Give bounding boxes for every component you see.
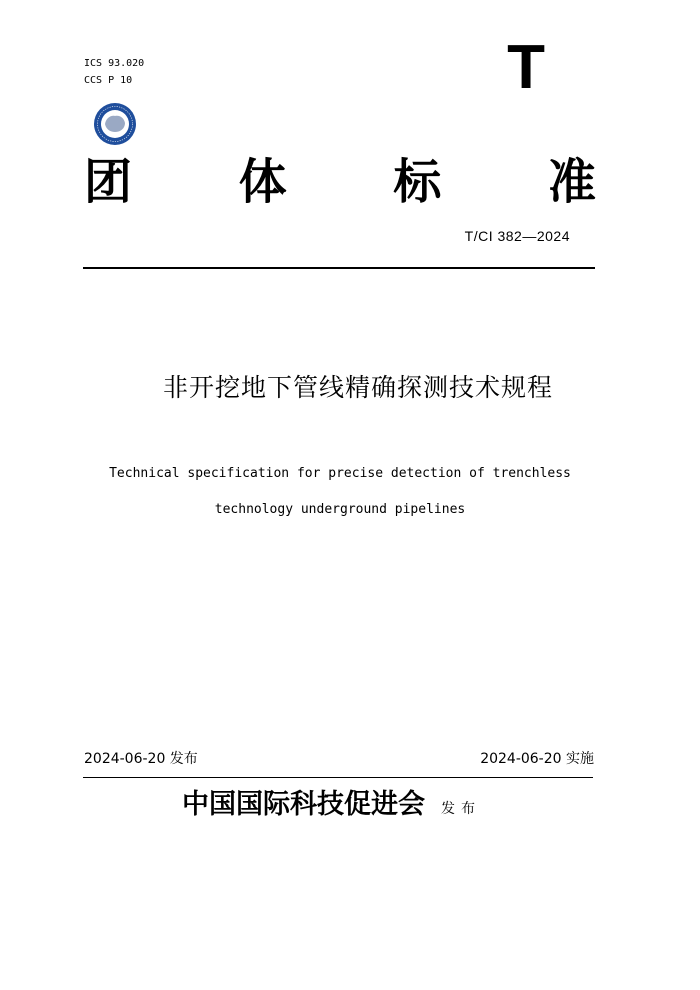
title-char-1: 团 [84,154,133,210]
title-char-3: 标 [393,154,442,210]
bottom-divider [83,777,593,778]
chinese-title: 非开挖地下管线精确探测技术规程 [162,373,553,402]
top-divider [83,267,595,269]
title-char-2: 体 [238,154,287,210]
title-char-4: 准 [547,154,596,210]
category-letter: T [507,33,545,102]
publish-date: 2024-06-20 发布 [84,751,198,767]
english-title [84,456,596,528]
issuer-name: 中国国际科技促进会 [182,789,425,820]
cis-emblem-icon [81,102,149,146]
document-type-title [84,150,596,214]
ics-code: ICS 93.020 [84,58,145,69]
english-title-line-1: Technical specification for precise detection of trenchless [109,466,571,481]
cis-emblem-svg [81,102,149,146]
issuer-block [182,785,481,825]
issuer-release-label: 发布 [441,801,481,817]
standard-number: T/CI 382—2024 [464,228,570,244]
classification-codes [84,55,144,89]
english-title-line-2: technology underground pipelines [214,502,466,517]
implement-date: 2024-06-20 实施 [480,751,594,767]
ccs-code: CCS P 10 [84,75,133,86]
